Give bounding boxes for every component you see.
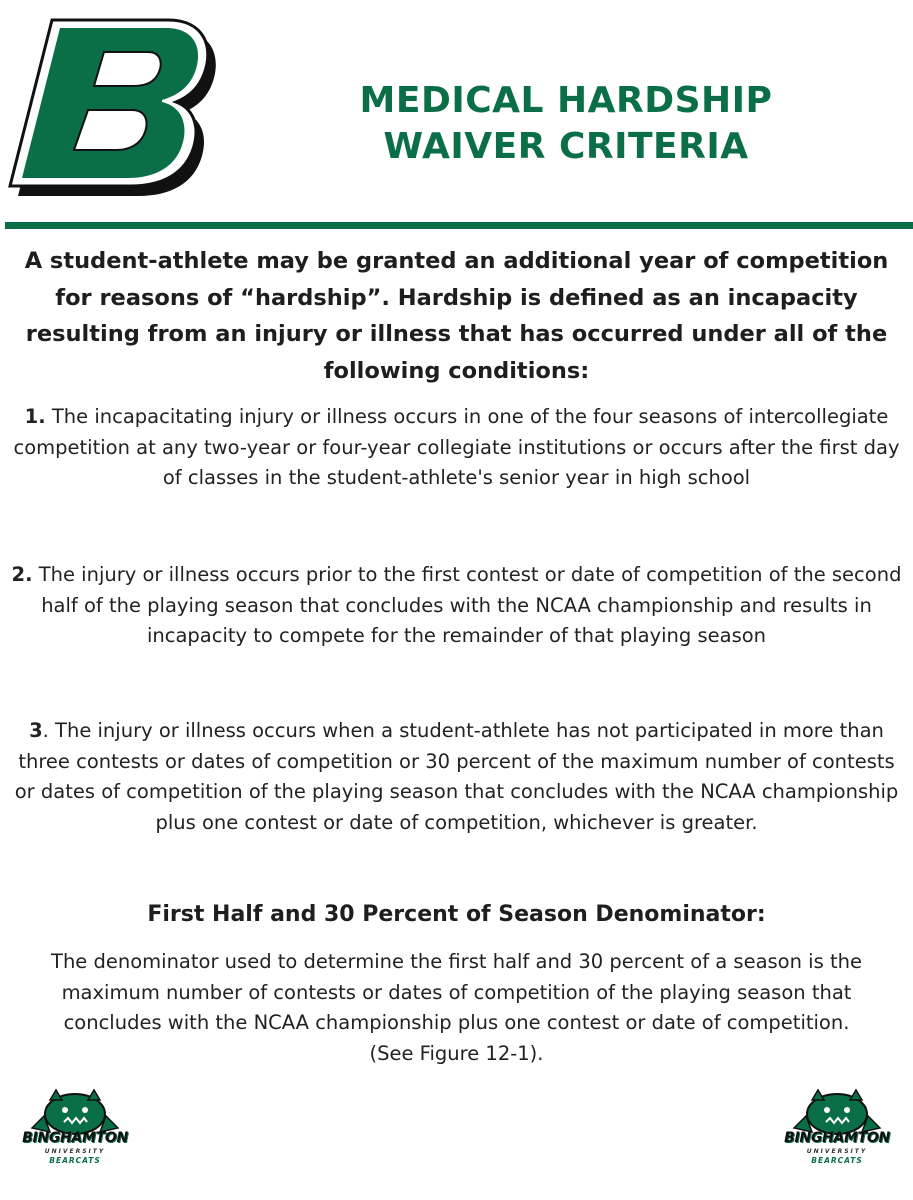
mascot-name: BINGHAMTON: [22, 1130, 128, 1146]
criterion-3: [8, 716, 905, 838]
figure-reference: (See Figure 12-1).: [369, 1041, 544, 1065]
mascot-team: BEARCATS: [49, 1156, 101, 1165]
criterion-number: 3: [29, 719, 43, 742]
criterion-text: The incapacitating injury or illness occurs in one of the four seasons of intercollegiate competition at any two-year or four-year collegiate institutions or occurs after the first day of classes in the student-athlete's senior year in high school: [13, 405, 900, 489]
intro-paragraph: A student-athlete may be granted an additional year of competition for reasons of “hardship”. Hardship is defined as an incapacity resulting from an injury or illness that has occurred under all of the following conditions:: [24, 248, 889, 384]
mascot-university: UNIVERSITY: [44, 1148, 106, 1155]
bearcat-mascot-icon: [772, 1088, 902, 1170]
b-logo-icon: [8, 10, 228, 202]
denominator-heading: First Half and 30 Percent of Season Denominator:: [147, 902, 766, 927]
mascot-name: BINGHAMTON: [784, 1130, 890, 1146]
criterion-1: [8, 402, 905, 494]
mascot-university: UNIVERSITY: [806, 1148, 868, 1155]
page-title: [236, 78, 896, 170]
criterion-text: . The injury or illness occurs when a student-athlete has not participated in more than three contests or dates of competition or 30 percent of the maximum number of contests or dates of competition of the playing season that concludes with the NCAA championship plus one contest or date of competition, whichever is greater.: [14, 719, 899, 834]
denominator-text: The denominator used to determine the first half and 30 percent of a season is the maximum number of contests or dates of competition of the playing season that concludes with the NCAA championship plus one contest or date of competition.: [51, 950, 862, 1034]
criterion-text: The injury or illness occurs prior to the first contest or date of competition of the second half of the playing season that concludes with the NCAA championship and results in incapacity to compete for the remainder of that playing season: [32, 563, 902, 647]
mascot-team: BEARCATS: [811, 1156, 863, 1165]
denominator-body: [10, 947, 903, 1069]
title-line-1: MEDICAL HARDSHIP: [359, 80, 773, 121]
criterion-number: 2.: [11, 563, 33, 586]
header-divider: [5, 222, 913, 229]
title-line-2: WAIVER CRITERIA: [383, 126, 749, 167]
criterion-number: 1.: [24, 405, 46, 428]
criterion-2: [8, 560, 905, 652]
bearcat-mascot-icon: [10, 1088, 140, 1170]
